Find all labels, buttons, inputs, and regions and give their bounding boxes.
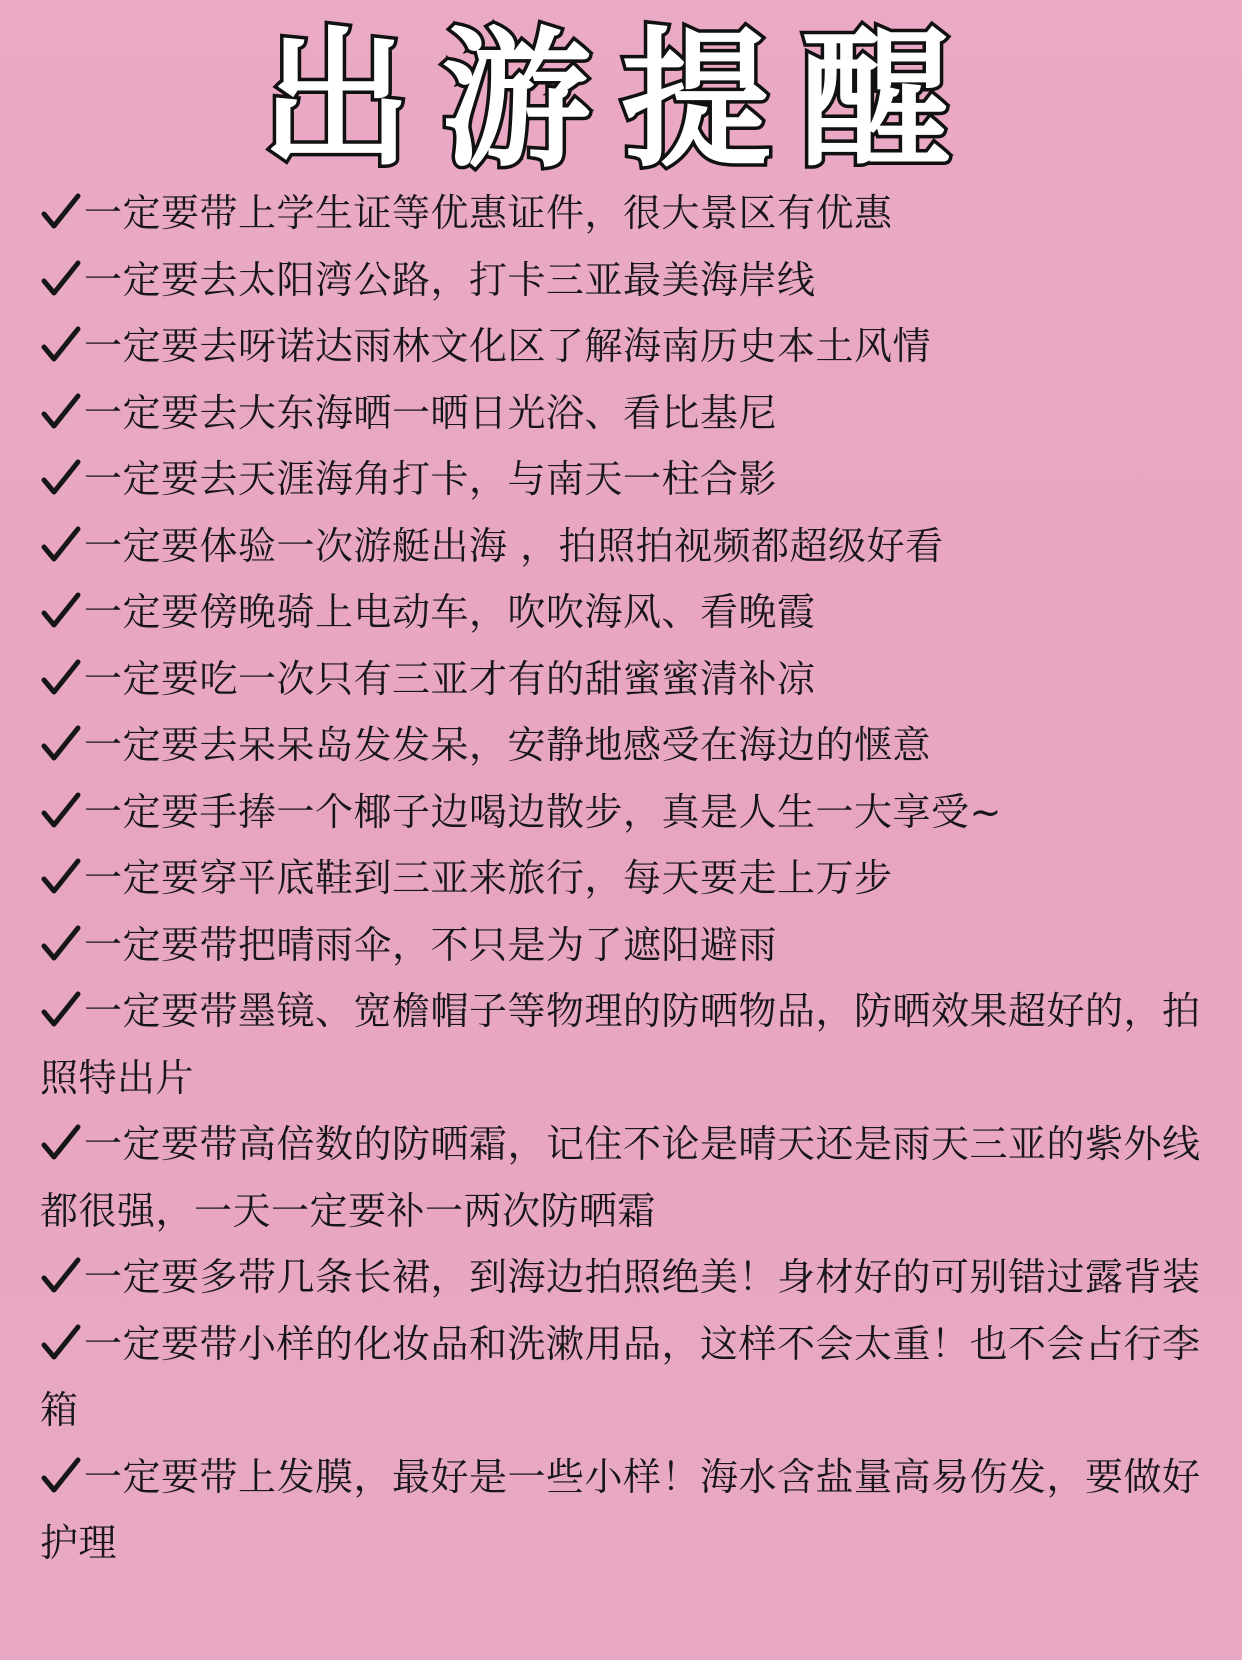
list-item [40,579,1225,646]
list-item-text: 一定要去呀诺达雨林文化区了解海南历史本土风情 [84,324,932,368]
list-item-text: 一定要带小样的化妆品和洗漱用品，这样不会太重！也不会占行李箱 [40,1321,1201,1432]
page-title: 出游提醒 [260,12,982,185]
title-banner [0,0,1242,185]
list-item [40,446,1225,513]
check-mark-icon [40,791,82,831]
list-item [40,180,1225,247]
check-mark-icon [40,259,82,299]
list-item-text: 一定要去呆呆岛发发呆，安静地感受在海边的惬意 [84,723,932,767]
check-mark-icon [40,525,82,565]
list-item-text: 一定要手捧一个椰子边喝边散步，真是人生一大享受~ [84,789,1002,834]
check-mark-icon [40,325,82,365]
reminder-list [40,180,1225,1577]
list-item [40,1444,1225,1577]
list-item [40,313,1225,380]
list-item [40,513,1225,580]
list-item [40,845,1225,912]
check-mark-icon [40,591,82,631]
list-item [40,1311,1225,1444]
list-item [40,978,1225,1111]
list-item-text: 一定要去天涯海角打卡，与南天一柱合影 [84,457,778,501]
check-mark-icon [40,1456,82,1496]
check-mark-icon [40,1323,82,1363]
check-mark-icon [40,857,82,897]
list-item-text: 一定要带上发膜，最好是一些小样！海水含盐量高易伤发，要做好护理 [40,1454,1201,1565]
list-item-text: 一定要傍晚骑上电动车，吹吹海风、看晚霞 [84,590,816,634]
list-item-text: 一定要带把晴雨伞，不只是为了遮阳避雨 [84,922,778,967]
list-item [40,380,1225,447]
check-mark-icon [40,192,82,232]
check-mark-icon [40,1256,82,1296]
check-mark-icon [40,1123,82,1163]
list-item-text: 一定要穿平底鞋到三亚来旅行，每天要走上万步 [84,856,893,900]
list-item-text: 一定要去大东海晒一晒日光浴、看比基尼 [84,390,778,435]
check-mark-icon [40,658,82,698]
title-graphic [0,0,1242,185]
check-mark-icon [40,392,82,432]
check-mark-icon [40,924,82,964]
list-item [40,247,1225,314]
list-item [40,1111,1225,1244]
list-item [40,779,1225,846]
list-item-text: 一定要带上学生证等优惠证件，很大景区有优惠 [84,191,893,235]
list-item-text: 一定要体验一次游艇出海 ，拍照拍视频都超级好看 [84,523,944,568]
list-item [40,1244,1225,1311]
list-item-text: 一定要带高倍数的防晒霜，记住不论是晴天还是雨天三亚的紫外线都很强，一天一定要补一两次防晒霜 [40,1122,1201,1233]
check-mark-icon [40,990,82,1030]
list-item-text: 一定要带墨镜、宽檐帽子等物理的防晒物品，防晒效果超好的，拍照特出片 [40,989,1201,1100]
list-item-text: 一定要吃一次只有三亚才有的甜蜜蜜清补凉 [84,656,816,701]
list-item-text: 一定要多带几条长裙，到海边拍照绝美！身材好的可别错过露背装 [84,1255,1201,1299]
list-item [40,712,1225,779]
list-item [40,646,1225,713]
list-item-text: 一定要去太阳湾公路，打卡三亚最美海岸线 [84,257,816,302]
check-mark-icon [40,458,82,498]
check-mark-icon [40,724,82,764]
list-item [40,912,1225,979]
